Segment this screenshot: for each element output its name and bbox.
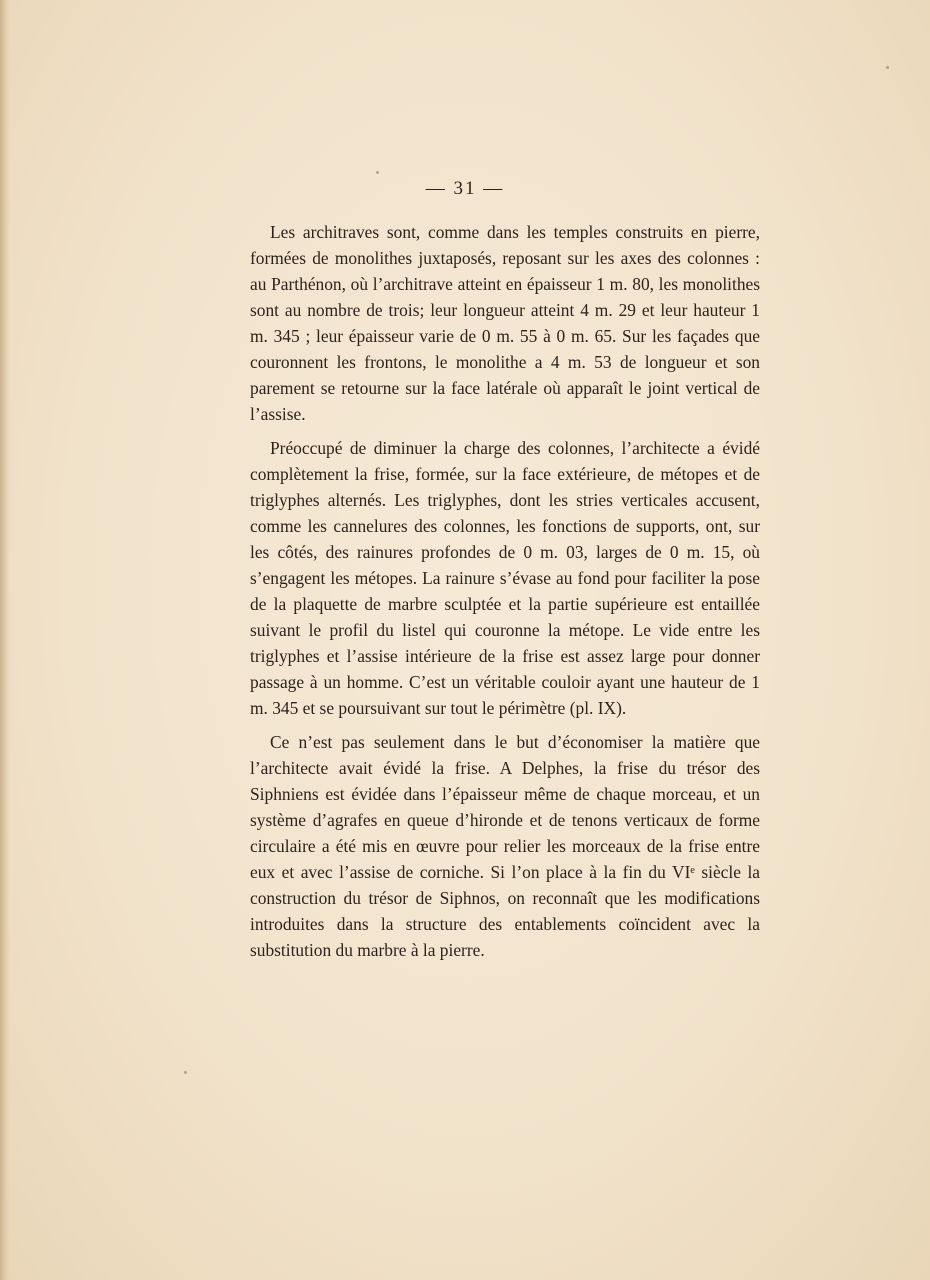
paragraph-architraves: Les architraves sont, comme dans les temples construits en pierre, formées de monolithes juxtaposés, reposant sur les axes des colonnes : au Parthénon, où l’architrave atteint en épaisseur 1 m. 80, les monolithes sont au nombre de trois; leur longueur atteint 4 m. 29 et leur hauteur 1 m. 345 ; leur épaisseur varie de 0 m. 55 à 0 m. 65. Sur les façades que couronnent les frontons, le monolithe a 4 m. 53 de longueur et son parement se retourne sur la face latérale où apparaît le joint vertical de l’assise.: [250, 222, 760, 424]
page-number: — 31 —: [425, 178, 505, 199]
paper-speck: [376, 171, 379, 174]
paper-speck: [886, 66, 889, 69]
paragraph-delphi: Ce n’est pas seulement dans le but d’économiser la matière que l’architecte avait évidé la frise. A Delphes, la frise du trésor des Siphniens est évidée dans l’épaisseur même de chaque morceau, et un système d’agrafes en queue d’hironde et de tenons verticaux de forme circulaire a été mis en œuvre pour relier les morceaux de la frise entre eux et avec l’assise de corniche. Si l’on place à la fin du VIᵉ siècle la construction du trésor de Siphnos, on reconnaît que les modifications introduites dans la structure des entablements coïncident avec la substitution du marbre à la pierre.: [250, 732, 760, 960]
paragraph-frieze: Préoccupé de diminuer la charge des colonnes, l’architecte a évidé complètement la frise, formée, sur la face extérieure, de métopes et de triglyphes alternés. Les triglyphes, dont les stries verticales accusent, comme les cannelures des colonnes, les fonctions de supports, ont, sur les côtés, des rainures profondes de 0 m. 03, larges de 0 m. 15, où s’engagent les métopes. La rainure s’évase au fond pour faciliter la pose de la plaquette de marbre sculptée et la partie supérieure est entaillée suivant le profil du listel qui couronne la métope. Le vide entre les triglyphes et l’assise intérieure de la frise est assez large pour donner passage à un homme. C’est un véritable couloir ayant une hauteur de 1 m. 345 et se poursuivant sur tout le périmètre (pl. IX).: [250, 438, 760, 718]
paper-speck: [184, 1071, 187, 1074]
body-text: [250, 219, 760, 971]
